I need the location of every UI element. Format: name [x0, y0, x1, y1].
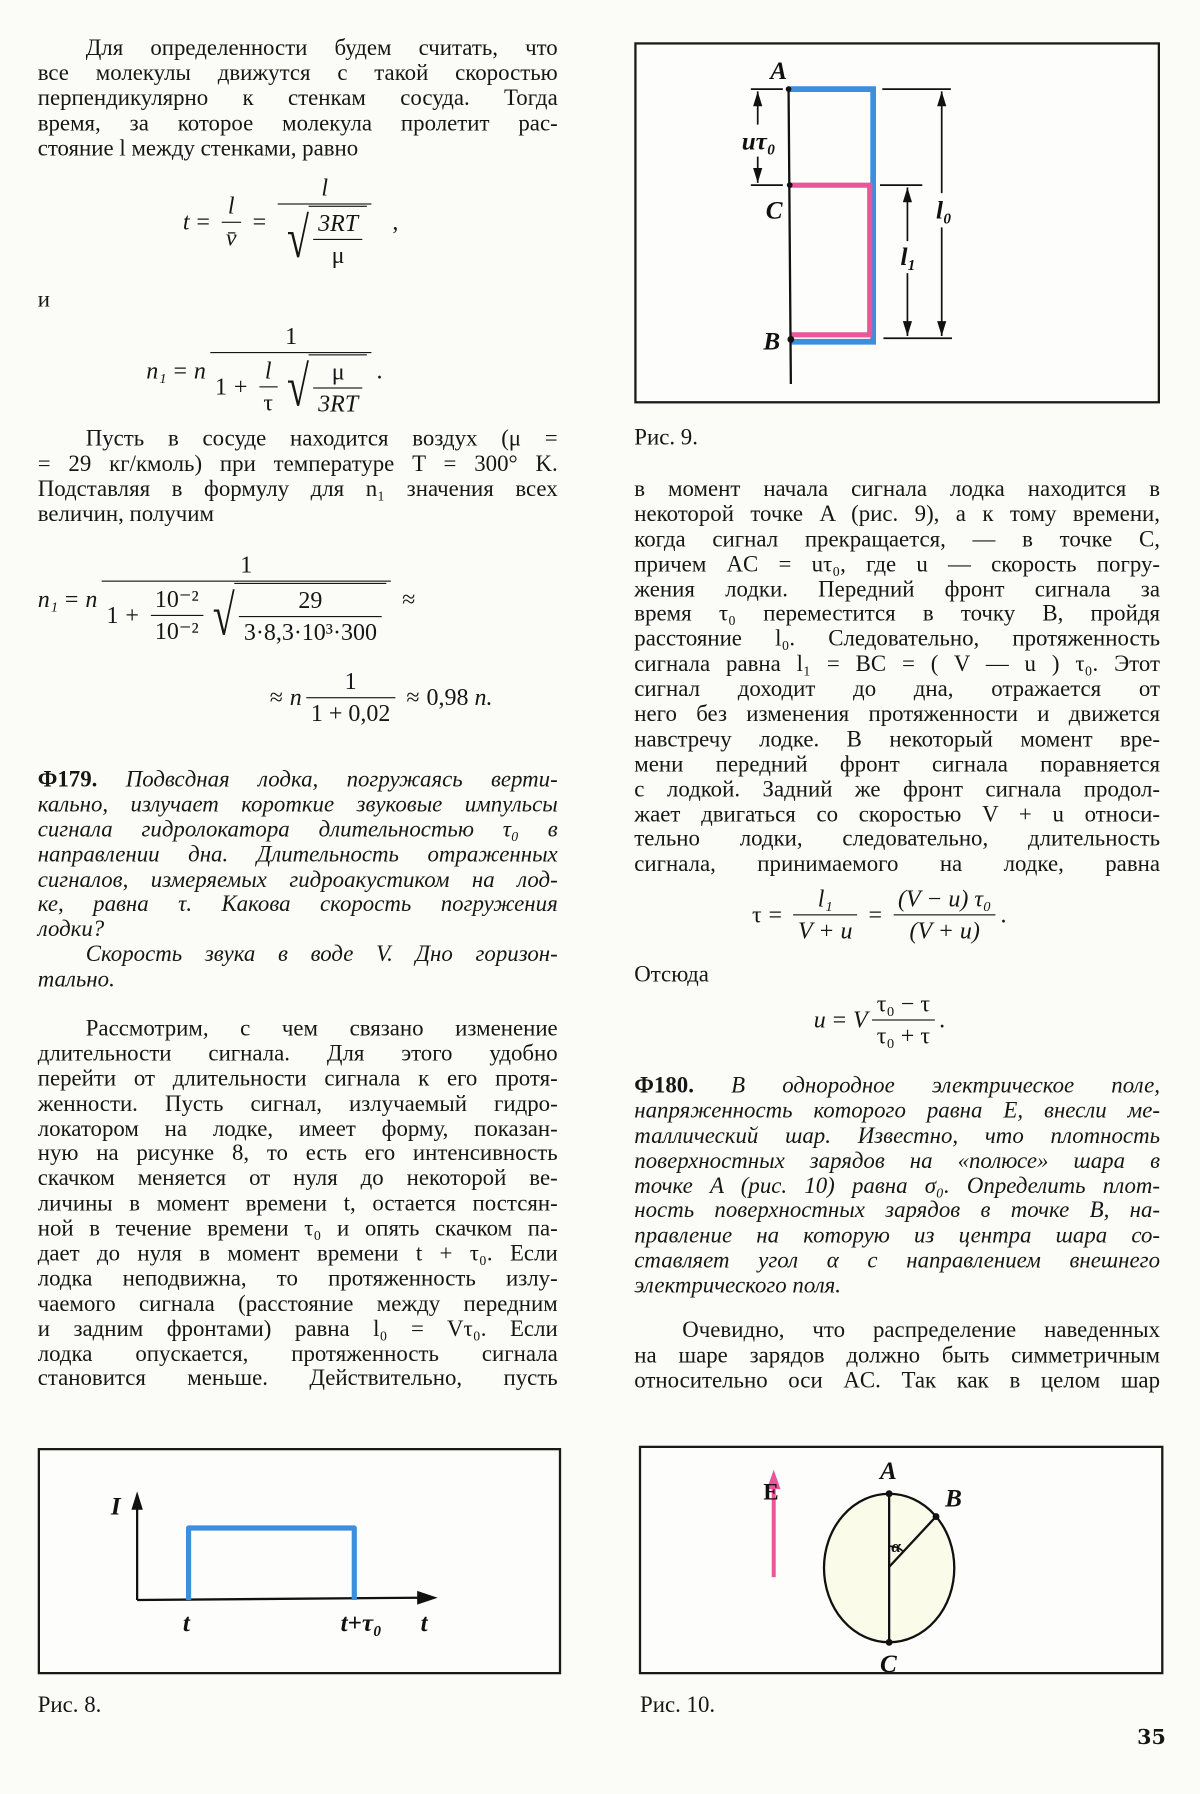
square-root: √ $\frac{\mu}{3RT}$ [282, 354, 367, 418]
approx-sign: ≈ [406, 683, 420, 711]
text-line-content: напряженность которого равна E, внесли ме- [634, 1098, 1160, 1124]
text-line [38, 137, 558, 162]
text-line-content: жает двигаться со скоростью V + u относи- [634, 801, 1160, 827]
text-line [38, 1267, 558, 1292]
formula-n1 [146, 322, 382, 418]
text-line-content: кально, излучает короткие звуковые импульсы [37, 791, 558, 818]
text-line [38, 502, 558, 527]
y-axis-label: I [110, 1493, 121, 1521]
figure-10-caption: Рис. 10. [639, 1692, 716, 1718]
text-line [634, 1074, 1160, 1099]
denominator: τ [263, 387, 274, 416]
text-line [634, 753, 1160, 778]
submarine-signal-diagram [637, 45, 1163, 406]
text-line [38, 1167, 558, 1192]
numerator: 10⁻² [150, 585, 203, 616]
plus: + [233, 371, 248, 400]
text-line [38, 1292, 558, 1317]
square-root: √ $\frac{3RT}{\mu}$ [278, 205, 372, 270]
formula-n: n [193, 355, 206, 384]
denominator: 3·8,3·10³·300 [243, 618, 377, 646]
denominator: (V + u) [909, 916, 980, 944]
text-line-content: ставляет угол α с направлением внешнего [634, 1248, 1160, 1274]
problem-179 [38, 768, 558, 993]
label-a: A [879, 1457, 897, 1485]
point-c [787, 182, 793, 188]
numerator: 1 [102, 551, 391, 582]
text-line [634, 1369, 1160, 1394]
figure-10 [639, 1446, 1164, 1675]
text-line-content: = 29 кг/кмоль) при температуре T = 300° K. [37, 451, 558, 477]
text-line [634, 528, 1160, 553]
text-line-content: все молекулы движутся с такой скоростью [37, 60, 558, 86]
label-l1: l₁ [900, 244, 917, 272]
text-line-content: сигнал доходит до дна, отражается от [634, 676, 1160, 702]
x-axis-arrow-icon [417, 1591, 438, 1605]
text-line-content: стояние l между стенками, равно [37, 135, 359, 161]
text-line-content: сигналов, измеряемых гидроакустиком на лод- [37, 866, 558, 893]
text-line-content: время, за которое молекула пролетит рас- [37, 110, 558, 136]
text-line [634, 728, 1160, 753]
plus: + [125, 600, 139, 628]
t-start-label: t [182, 1609, 190, 1637]
text-line [38, 943, 558, 968]
paragraph-air [38, 427, 558, 527]
text-line [634, 853, 1160, 878]
text-line [38, 1117, 558, 1142]
label-alpha: α [891, 1536, 901, 1556]
text-line [634, 553, 1160, 578]
text-line [38, 1092, 558, 1117]
text-line [38, 1242, 558, 1267]
numerator: l [221, 191, 241, 222]
arrow-up-icon [937, 91, 946, 106]
formula-lhs: t [182, 207, 190, 235]
text-line [38, 1042, 558, 1067]
numerator: 1 [306, 667, 395, 698]
arrow-down-icon [903, 321, 912, 336]
fraction [102, 551, 391, 647]
text-line-content: когда сигнал прекращается, — в точке C, [634, 526, 1160, 552]
denominator: 10⁻² [154, 616, 199, 644]
text-line [634, 1274, 1160, 1299]
text-line [38, 1067, 558, 1092]
text-line [38, 968, 558, 993]
page-number: 35 [1137, 1725, 1166, 1750]
conjunction-and: и [37, 286, 50, 312]
text-line-content: жения лодки. Передний фронт сигнала за [634, 576, 1160, 602]
problem-number: Ф180. [634, 1073, 694, 1099]
text-line-content: с лодкой. Задний же фронт сигнала продол- [634, 776, 1160, 802]
text-line-content: электрического поля. [634, 1273, 842, 1299]
text-line [38, 427, 558, 452]
approx-sign: ≈ [402, 584, 416, 612]
problem-number: Ф179. [37, 766, 98, 792]
numerator: l [278, 174, 372, 205]
text-line [634, 1174, 1160, 1199]
signal-pulse [189, 1528, 355, 1600]
fraction [793, 885, 857, 946]
numerator: l₁ [793, 885, 857, 916]
text-line-content: величин, получим [37, 501, 214, 527]
formula-comma: , [392, 207, 399, 235]
text-line-content: и задним фронтами) равна l₀ = Vτ₀. Если [37, 1316, 558, 1342]
formula-n1-numeric [38, 551, 422, 647]
one: 1 [106, 600, 119, 628]
t-end-label: t+τ₀ [340, 1609, 382, 1637]
signal-at-end [790, 185, 870, 335]
approx-sign: ≈ [269, 683, 283, 711]
text-line-content: ность поверхностных зарядов в точке B, на- [634, 1198, 1160, 1224]
text-line-content: него без изменения протяженности и движется [634, 701, 1160, 727]
text-line-content: относительно оси AC. Так как в целом шар [634, 1367, 1160, 1393]
arrow-down-icon [937, 321, 946, 336]
text-line [634, 628, 1160, 653]
denominator: τ₀ + τ [876, 1021, 930, 1050]
figure-8-caption: Рис. 8. [37, 1692, 102, 1718]
numerator: l [259, 356, 278, 387]
paragraph-signal-duration [38, 1017, 558, 1392]
denominator: 1 + 0,02 [310, 699, 391, 727]
fraction [221, 191, 241, 252]
denominator: V + u [798, 916, 853, 944]
text-line [634, 1249, 1160, 1274]
text-line [38, 1017, 558, 1042]
one: 1 [215, 371, 228, 400]
text-line-content: в момент начала сигнала лодка находится в [634, 476, 1160, 502]
text-line-content: длительности сигнала. Для этого удобно [37, 1041, 558, 1067]
text-line-content: перпендикулярно к стенкам сосуда. Тогда [37, 85, 558, 111]
formula-v: V [852, 1005, 868, 1034]
text-line [38, 62, 558, 87]
text-line [38, 793, 558, 818]
text-line [38, 1342, 558, 1367]
text-line-content: лодки? [37, 916, 105, 943]
text-line-content: мени передний фронт сигнала поравняется [634, 751, 1160, 777]
text-line [38, 452, 558, 477]
text-line [634, 578, 1160, 603]
text-line [634, 828, 1160, 853]
numerator: (V − u) τ₀ [893, 885, 996, 916]
text-line [634, 503, 1160, 528]
formula-equals: = [196, 207, 210, 235]
text-line-content: Для определенности будем считать, что [85, 35, 558, 61]
text-line-content: сигнала гидролокатора длительностью τ₀ в [37, 816, 558, 843]
figure-9-caption: Рис. 9. [634, 425, 698, 451]
text-line [38, 818, 558, 843]
text-line [634, 1344, 1160, 1369]
text-line [634, 778, 1160, 803]
text-line-content: скачком меняется от нуля до некоторой ве- [37, 1166, 558, 1192]
text-line [634, 1124, 1160, 1149]
denominator: 3RT [318, 389, 359, 418]
text-line-content: правление на которую из центра шара со- [634, 1223, 1160, 1249]
hence-label: Отсюда [634, 962, 709, 988]
formula-lhs: n₁ [146, 355, 167, 384]
numerator: τ₀ − τ [872, 990, 934, 1021]
formula-n: n [85, 584, 98, 612]
denominator: μ [331, 241, 345, 269]
text-line-content: локатором на лодке, имеет форму, показан- [37, 1116, 558, 1142]
formula-equals: = [252, 207, 267, 235]
square-root: √ $\frac{29}{\text{3·8,3·10³·300}}$ [208, 583, 386, 647]
point-b [787, 336, 794, 343]
text-line-content: направлении дна. Длительность отраженных [37, 841, 558, 868]
formula-result [263, 667, 493, 728]
x-axis-label: t [420, 1609, 428, 1637]
text-line-content: тельно лодки, следовательно, длительность [634, 826, 1160, 852]
text-line-content: тально. [37, 966, 115, 993]
text-line-content: причем AC = uτ₀, где u — скорость погру- [634, 551, 1160, 577]
text-line-content: ной в течение времени τ₀ и опять скачком па- [37, 1216, 558, 1242]
text-line-content: сигнала, принимаемого на лодке, равна [634, 851, 1160, 877]
point-a [886, 1490, 893, 1497]
text-line-content: перейти от длительности сигнала к его протя- [37, 1066, 558, 1092]
text-line-content: дает до нуля в момент времени t + τ₀. Если [37, 1241, 558, 1267]
text-line [38, 918, 558, 943]
text-line [38, 87, 558, 112]
arrow-up-icon [903, 187, 912, 202]
paragraph-symmetry [634, 1319, 1160, 1394]
text-line [634, 803, 1160, 828]
numerator: μ [314, 358, 363, 389]
text-line [38, 477, 558, 502]
formula-period: . [1000, 900, 1007, 928]
pulse-diagram [40, 1450, 563, 1676]
text-line [38, 768, 558, 793]
fraction [893, 885, 996, 946]
denominator: v̄ [225, 223, 237, 251]
result-value: 0,98 [426, 683, 469, 711]
text-line [38, 1317, 558, 1342]
text-line-content: сигнала равна l₁ = BC = ( V — u ) τ₀. Этот [634, 651, 1160, 677]
text-line [634, 1099, 1160, 1124]
label-c: C [879, 1650, 897, 1677]
formula-equals: = [64, 584, 79, 612]
text-line-content: лодка опускается, протяженность сигнала [37, 1341, 558, 1367]
figure-8 [38, 1448, 561, 1674]
text-line [38, 112, 558, 137]
formula-equals: = [768, 900, 783, 928]
text-line [38, 1367, 558, 1392]
text-line-content: некоторой точке A (рис. 9), а к тому времени, [634, 501, 1160, 527]
text-line-content: расстояние l₀. Следовательно, протяженность [634, 626, 1160, 652]
y-axis-arrow-icon [131, 1491, 142, 1509]
point-c [886, 1639, 893, 1646]
arrow-up-icon [753, 91, 762, 106]
arrow-down-icon [753, 168, 762, 183]
text-line-content: таллический шар. Известно, что плотность [634, 1123, 1160, 1149]
fraction [872, 990, 934, 1051]
text-line-content: становится меньше. Действительно, пусть [37, 1366, 558, 1392]
text-line [38, 868, 558, 893]
text-line-content: Подвсдная лодка, погружаясь верти- [125, 766, 558, 792]
text-line-content: лодка неподвижна, то протяженность излу- [37, 1266, 558, 1292]
text-line-content: Подставляя в формулу для n₁ значения всех [37, 476, 558, 502]
text-line [38, 1217, 558, 1242]
formula-u [814, 990, 945, 1051]
text-line-content: ную на рисунке 8, то есть его интенсивность [37, 1141, 558, 1167]
label-b: B [763, 328, 781, 356]
text-line [38, 843, 558, 868]
emitted-signal [789, 89, 874, 342]
text-line [634, 478, 1160, 503]
label-c: C [765, 197, 783, 225]
formula-n: n. [474, 683, 493, 711]
text-line [38, 37, 558, 62]
formula-lhs: n₁ [37, 584, 59, 612]
paragraph-molecules [38, 37, 558, 162]
text-line [634, 1319, 1160, 1344]
text-line-content: женности. Пусть сигнал, излучаемый гидро- [37, 1091, 558, 1117]
x-axis [137, 1598, 419, 1600]
text-line [38, 1192, 558, 1217]
formula-lhs: τ [751, 900, 762, 928]
formula-equals: = [868, 900, 883, 928]
text-line-content: личины в момент времени t, остается постсян- [37, 1191, 558, 1217]
text-line-content: навстречу лодке. В некоторый момент вре- [634, 726, 1160, 752]
formula-lhs: u [813, 1005, 826, 1034]
text-line [634, 653, 1160, 678]
formula-tau [752, 885, 1007, 946]
point-a [786, 86, 792, 92]
figure-9 [634, 42, 1160, 403]
problem-180 [634, 1074, 1160, 1299]
text-line-content: Скорость звука в воде V. Дно горизон- [85, 941, 558, 968]
text-line-content: Пусть в сосуде находится воздух (μ = [85, 426, 558, 452]
text-line-content: В однородное электрическое поле, [731, 1073, 1160, 1099]
text-line-content: чаемого сигнала (расстояние между передним [37, 1291, 558, 1317]
fraction [278, 174, 372, 270]
fraction [210, 322, 371, 418]
text-line-content: время τ₀ переместится в точку B, пройдя [634, 601, 1160, 627]
sphere-in-field-diagram [641, 1448, 1166, 1677]
numerator: 1 [210, 322, 371, 353]
numerator: 29 [239, 586, 381, 617]
text-line [634, 678, 1160, 703]
text-line [634, 1224, 1160, 1249]
text-line-content: Рассмотрим, с чем связано изменение [85, 1015, 558, 1042]
paragraph-signal-length [634, 478, 1160, 878]
fraction [306, 667, 395, 728]
formula-time [183, 174, 399, 270]
formula-period: . [376, 355, 383, 384]
point-b [933, 1513, 940, 1520]
label-b: B [945, 1485, 962, 1513]
formula-equals: = [173, 355, 188, 384]
label-e: E [763, 1479, 779, 1505]
label-l0: l₀ [935, 197, 952, 225]
text-line-content: на шаре зарядов должно быть симметричным [634, 1342, 1160, 1368]
text-line-content: точке A (рис. 10) равна σ₀. Определить плот- [634, 1173, 1160, 1199]
text-line [634, 603, 1160, 628]
numerator: 3RT [313, 209, 362, 240]
text-line [38, 1142, 558, 1167]
text-line [634, 1199, 1160, 1224]
formula-period: . [939, 1005, 946, 1034]
text-line [634, 1149, 1160, 1174]
label-u-tau0: uτ₀ [741, 128, 776, 156]
formula-n: n [289, 683, 302, 711]
label-a: A [770, 57, 788, 85]
text-line [634, 703, 1160, 728]
text-line-content: Очевидно, что распределение наведенных [682, 1317, 1160, 1343]
text-line [38, 893, 558, 918]
formula-equals: = [832, 1005, 847, 1034]
text-line-content: поверхностных зарядов на «полюсе» шара в [634, 1148, 1160, 1174]
text-line-content: ке, равна τ. Какова скорость погружения [37, 891, 558, 918]
